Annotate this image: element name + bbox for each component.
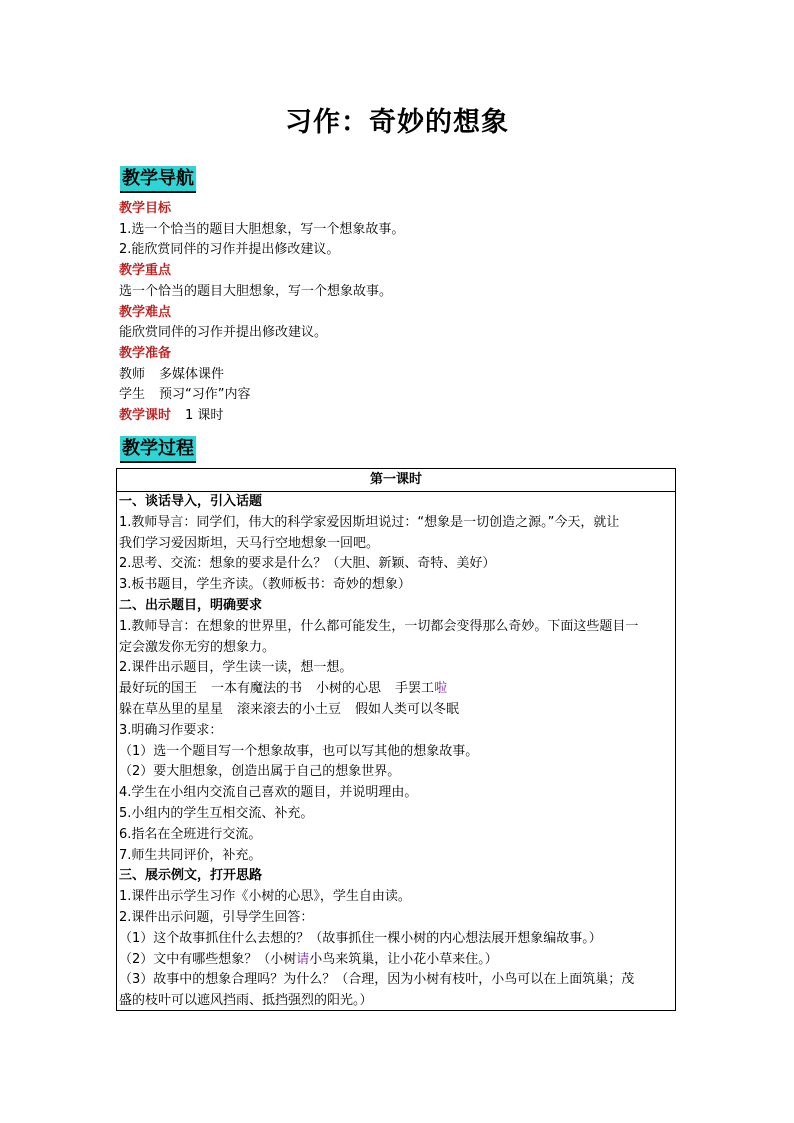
topic: 躲在草丛里的星星 (119, 701, 224, 717)
period-header: 第一课时 (117, 469, 675, 492)
lesson-line: 7.师生共同评价，补充。 (119, 847, 262, 863)
lesson-line: 4.学生在小组内交流自己喜欢的题目，并说明理由。 (119, 785, 418, 801)
lesson-text: 小鸟来筑巢，让小花小草来住。） (309, 951, 498, 967)
lesson-body (117, 492, 675, 1012)
lesson-line: 3.明确习作要求： (119, 722, 223, 738)
lesson-line (119, 950, 673, 971)
part3-heading: 三、展示例文，打开思路 (119, 868, 263, 884)
highlight-word: 请 (296, 951, 310, 967)
lesson-line: 5.小组内的学生互相交流、补充。 (119, 805, 314, 821)
lesson-text: （2）文中有哪些想象？（小树 (119, 951, 297, 967)
topic: 假如人类可以冬眠 (355, 701, 460, 717)
section-heading-guide: 教学导航 (120, 166, 196, 193)
topic: 滚来滚去的小土豆 (237, 701, 342, 717)
topic: 最好玩的国王 (119, 681, 198, 697)
lesson-line: 1.教师导言：在想象的世界里，什么都可能发生，一切都会变得那么奇妙。下面这些题目一 (119, 618, 639, 634)
lesson-line: 1.课件出示学生习作《小树的心思》，学生自由读。 (119, 889, 411, 905)
lesson-line: 定会激发你无穷的想象力。 (119, 639, 276, 655)
lesson-line: （3）故事中的想象合理吗？为什么？（合理，因为小树有枝叶，小鸟可以在上面筑巢；茂 (119, 972, 635, 988)
page-title: 习作：奇妙的想象 (285, 107, 509, 138)
lesson-line: （1）这个故事抓住什么去想的？（故事抓住一棵小树的内心想法展开想象编故事。） (119, 930, 602, 946)
topic: 一本有魔法的书 (211, 681, 303, 697)
section-heading-process: 教学过程 (120, 436, 196, 463)
preparation-teacher (119, 365, 679, 386)
goal-item: 2.能欣赏同伴的习作并提出修改建议。 (119, 242, 340, 258)
lesson-line: 2.课件出示问题，引导学生回答： (119, 909, 314, 925)
lesson-line: （2）要大胆想象，创造出属于自己的想象世界。 (119, 764, 401, 780)
topic-tail: 啦 (434, 681, 448, 697)
key-point-text: 选一个恰当的题目大胆想象，写一个想象故事。 (119, 283, 393, 299)
lesson-line: 2.思考、交流：想象的要求是什么？（大胆、新颖、奇特、美好） (119, 556, 496, 572)
preparation-student (119, 385, 679, 406)
topic-row (119, 679, 673, 700)
topic: 小树的心思 (316, 681, 382, 697)
difficulty-label: 教学难点 (119, 304, 172, 320)
preparation-label: 教学准备 (119, 345, 172, 361)
student-role: 学生 (119, 387, 146, 403)
hours-value: 1 课时 (185, 408, 224, 424)
lesson-line: 盛的枝叶可以遮风挡雨、抵挡强烈的阳光。） (119, 993, 373, 1009)
lesson-line: （1）选一个题目写一个想象故事，也可以写其他的想象故事。 (119, 743, 479, 759)
goals-label: 教学目标 (119, 201, 172, 216)
part1-heading: 一、谈话导入，引入话题 (119, 494, 263, 509)
teacher-prep: 多媒体课件 (159, 366, 225, 382)
topic: 手罢工 (395, 681, 435, 697)
teaching-guide (119, 199, 679, 427)
hours-label: 教学课时 (119, 408, 172, 424)
key-point-label: 教学重点 (119, 263, 172, 279)
difficulty-text: 能欣赏同伴的习作并提出修改建议。 (119, 325, 328, 341)
student-prep: 预习“习作”内容 (159, 387, 251, 403)
lesson-line: 6.指名在全班进行交流。 (119, 826, 262, 842)
class-hours (119, 406, 679, 427)
lesson-line: 3.板书题目，学生齐读。（教师板书：奇妙的想象） (119, 577, 411, 593)
topic-row (119, 700, 673, 721)
lesson-table (116, 468, 676, 1011)
lesson-line: 我们学习爱因斯坦，天马行空地想象一回吧。 (119, 535, 380, 551)
teacher-role: 教师 (119, 366, 146, 382)
part2-heading: 二、出示题目，明确要求 (119, 597, 263, 613)
lesson-line: 1.教师导言：同学们，伟大的科学家爱因斯坦说过：“想象是一切创造之源。”今天，就让 (119, 514, 620, 530)
lesson-line: 2.课件出示题目，学生读一读，想一想。 (119, 660, 353, 676)
goal-item: 1.选一个恰当的题目大胆想象，写一个想象故事。 (119, 221, 405, 237)
